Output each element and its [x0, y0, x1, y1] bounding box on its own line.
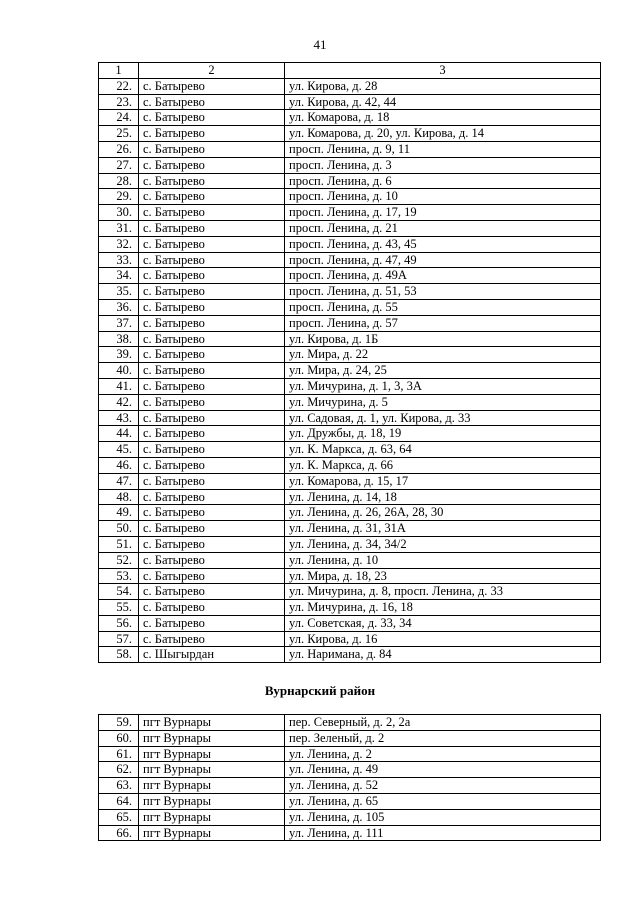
row-number: 33. [99, 252, 139, 268]
table-row [99, 141, 601, 157]
table-row [99, 110, 601, 126]
row-address: просп. Ленина, д. 57 [285, 315, 601, 331]
row-address: ул. Ленина, д. 111 [285, 825, 601, 841]
address-table [98, 62, 601, 663]
table-row [99, 363, 601, 379]
row-address: просп. Ленина, д. 9, 11 [285, 141, 601, 157]
row-number: 25. [99, 126, 139, 142]
row-settlement: с. Батырево [139, 600, 285, 616]
table-row [99, 552, 601, 568]
row-address: ул. Ленина, д. 2 [285, 746, 601, 762]
row-number: 55. [99, 600, 139, 616]
row-address: ул. Мичурина, д. 5 [285, 394, 601, 410]
row-settlement: с. Батырево [139, 268, 285, 284]
row-number: 59. [99, 715, 139, 731]
table-row [99, 825, 601, 841]
row-settlement: с. Батырево [139, 126, 285, 142]
row-address: просп. Ленина, д. 10 [285, 189, 601, 205]
row-settlement: с. Батырево [139, 189, 285, 205]
row-number: 30. [99, 205, 139, 221]
row-address: ул. Ленина, д. 52 [285, 778, 601, 794]
table-row [99, 157, 601, 173]
row-number: 24. [99, 110, 139, 126]
row-address: ул. Мира, д. 22 [285, 347, 601, 363]
table-row [99, 331, 601, 347]
row-number: 66. [99, 825, 139, 841]
table-row [99, 631, 601, 647]
table-row [99, 410, 601, 426]
row-number: 28. [99, 173, 139, 189]
row-number: 62. [99, 762, 139, 778]
row-address: ул. Комарова, д. 20, ул. Кирова, д. 14 [285, 126, 601, 142]
row-address: ул. Наримана, д. 84 [285, 647, 601, 663]
address-table-body [99, 63, 601, 663]
table-row [99, 78, 601, 94]
row-settlement: с. Батырево [139, 284, 285, 300]
row-number: 46. [99, 457, 139, 473]
row-settlement: с. Шыгырдан [139, 647, 285, 663]
row-address: ул. Ленина, д. 31, 31А [285, 521, 601, 537]
row-settlement: пгт Вурнары [139, 730, 285, 746]
address-table-vurnary [98, 714, 601, 841]
row-settlement: с. Батырево [139, 473, 285, 489]
row-address: просп. Ленина, д. 55 [285, 299, 601, 315]
row-number: 63. [99, 778, 139, 794]
table-row [99, 730, 601, 746]
row-number: 52. [99, 552, 139, 568]
header-cell-address: 3 [285, 63, 601, 79]
row-settlement: с. Батырево [139, 141, 285, 157]
row-address: ул. Советская, д. 33, 34 [285, 615, 601, 631]
row-settlement: пгт Вурнары [139, 762, 285, 778]
row-settlement: с. Батырево [139, 331, 285, 347]
row-number: 48. [99, 489, 139, 505]
row-number: 38. [99, 331, 139, 347]
table-row [99, 442, 601, 458]
row-address: ул. Садовая, д. 1, ул. Кирова, д. 33 [285, 410, 601, 426]
table-row [99, 457, 601, 473]
row-number: 29. [99, 189, 139, 205]
row-settlement: с. Батырево [139, 78, 285, 94]
table-row [99, 299, 601, 315]
row-number: 26. [99, 141, 139, 157]
row-number: 22. [99, 78, 139, 94]
row-settlement: с. Батырево [139, 457, 285, 473]
section-heading: Вурнарский район [264, 683, 376, 698]
row-settlement: с. Батырево [139, 205, 285, 221]
row-settlement: пгт Вурнары [139, 793, 285, 809]
row-settlement: с. Батырево [139, 157, 285, 173]
row-address: ул. К. Маркса, д. 63, 64 [285, 442, 601, 458]
row-number: 35. [99, 284, 139, 300]
page-number: 41 [313, 37, 327, 52]
row-number: 34. [99, 268, 139, 284]
row-number: 57. [99, 631, 139, 647]
row-settlement: с. Батырево [139, 631, 285, 647]
row-address: ул. Ленина, д. 10 [285, 552, 601, 568]
row-address: ул. Ленина, д. 14, 18 [285, 489, 601, 505]
row-settlement: с. Батырево [139, 489, 285, 505]
row-number: 47. [99, 473, 139, 489]
row-settlement: с. Батырево [139, 568, 285, 584]
row-settlement: пгт Вурнары [139, 746, 285, 762]
row-settlement: с. Батырево [139, 347, 285, 363]
row-number: 43. [99, 410, 139, 426]
table-row [99, 473, 601, 489]
table-row [99, 746, 601, 762]
row-address: просп. Ленина, д. 47, 49 [285, 252, 601, 268]
row-address: ул. Кирова, д. 42, 44 [285, 94, 601, 110]
row-settlement: с. Батырево [139, 363, 285, 379]
table-row [99, 521, 601, 537]
row-number: 37. [99, 315, 139, 331]
row-number: 58. [99, 647, 139, 663]
row-address: просп. Ленина, д. 17, 19 [285, 205, 601, 221]
row-address: просп. Ленина, д. 6 [285, 173, 601, 189]
row-settlement: с. Батырево [139, 521, 285, 537]
row-settlement: с. Батырево [139, 94, 285, 110]
table-row [99, 236, 601, 252]
row-address: просп. Ленина, д. 49А [285, 268, 601, 284]
table-row [99, 378, 601, 394]
row-address: ул. Мичурина, д. 16, 18 [285, 600, 601, 616]
row-address: ул. Ленина, д. 34, 34/2 [285, 536, 601, 552]
row-number: 56. [99, 615, 139, 631]
table-row [99, 647, 601, 663]
row-settlement: с. Батырево [139, 173, 285, 189]
row-address: пер. Зеленый, д. 2 [285, 730, 601, 746]
row-number: 64. [99, 793, 139, 809]
table-row [99, 584, 601, 600]
row-address: ул. Ленина, д. 49 [285, 762, 601, 778]
table-row [99, 394, 601, 410]
row-number: 53. [99, 568, 139, 584]
row-address: ул. Кирова, д. 28 [285, 78, 601, 94]
row-settlement: с. Батырево [139, 299, 285, 315]
table-row [99, 762, 601, 778]
table-row [99, 315, 601, 331]
row-settlement: с. Батырево [139, 220, 285, 236]
row-settlement: с. Батырево [139, 536, 285, 552]
table-row [99, 615, 601, 631]
row-number: 65. [99, 809, 139, 825]
row-number: 41. [99, 378, 139, 394]
table-row [99, 793, 601, 809]
row-settlement: с. Батырево [139, 236, 285, 252]
row-number: 39. [99, 347, 139, 363]
row-address: ул. Мичурина, д. 1, 3, 3А [285, 378, 601, 394]
row-settlement: с. Батырево [139, 410, 285, 426]
row-number: 44. [99, 426, 139, 442]
table-row [99, 94, 601, 110]
row-number: 23. [99, 94, 139, 110]
table-row [99, 284, 601, 300]
row-number: 42. [99, 394, 139, 410]
table-row [99, 268, 601, 284]
row-address: ул. Ленина, д. 105 [285, 809, 601, 825]
row-address: ул. Дружбы, д. 18, 19 [285, 426, 601, 442]
row-settlement: с. Батырево [139, 615, 285, 631]
table-header-row [99, 63, 601, 79]
row-settlement: с. Батырево [139, 394, 285, 410]
table-row [99, 778, 601, 794]
row-number: 45. [99, 442, 139, 458]
row-number: 51. [99, 536, 139, 552]
row-settlement: пгт Вурнары [139, 778, 285, 794]
row-number: 60. [99, 730, 139, 746]
row-number: 61. [99, 746, 139, 762]
row-number: 27. [99, 157, 139, 173]
row-settlement: с. Батырево [139, 505, 285, 521]
row-address: ул. Комарова, д. 18 [285, 110, 601, 126]
table-row [99, 715, 601, 731]
row-address: ул. Мира, д. 24, 25 [285, 363, 601, 379]
header-cell-settlement: 2 [139, 63, 285, 79]
row-number: 40. [99, 363, 139, 379]
table-row [99, 505, 601, 521]
row-settlement: с. Батырево [139, 378, 285, 394]
table-row [99, 568, 601, 584]
row-number: 49. [99, 505, 139, 521]
table-row [99, 252, 601, 268]
row-settlement: с. Батырево [139, 584, 285, 600]
row-address: ул. Кирова, д. 16 [285, 631, 601, 647]
row-number: 31. [99, 220, 139, 236]
table-row [99, 205, 601, 221]
table-row [99, 189, 601, 205]
header-cell-number: 1 [99, 63, 139, 79]
row-address: ул. Мира, д. 18, 23 [285, 568, 601, 584]
table-row [99, 600, 601, 616]
row-address: ул. Ленина, д. 65 [285, 793, 601, 809]
row-address: ул. Мичурина, д. 8, просп. Ленина, д. 33 [285, 584, 601, 600]
table-row [99, 489, 601, 505]
row-address: просп. Ленина, д. 3 [285, 157, 601, 173]
row-address: ул. Кирова, д. 1Б [285, 331, 601, 347]
row-address: просп. Ленина, д. 51, 53 [285, 284, 601, 300]
address-table-vurnary-body [99, 715, 601, 841]
row-number: 54. [99, 584, 139, 600]
table-row [99, 809, 601, 825]
row-number: 32. [99, 236, 139, 252]
row-address: ул. Комарова, д. 15, 17 [285, 473, 601, 489]
row-number: 50. [99, 521, 139, 537]
row-address: просп. Ленина, д. 43, 45 [285, 236, 601, 252]
row-settlement: пгт Вурнары [139, 825, 285, 841]
table-row [99, 347, 601, 363]
row-settlement: с. Батырево [139, 426, 285, 442]
table-row [99, 126, 601, 142]
row-settlement: с. Батырево [139, 552, 285, 568]
row-address: ул. К. Маркса, д. 66 [285, 457, 601, 473]
row-settlement: с. Батырево [139, 315, 285, 331]
row-number: 36. [99, 299, 139, 315]
row-address: просп. Ленина, д. 21 [285, 220, 601, 236]
table-row [99, 173, 601, 189]
table-row [99, 426, 601, 442]
table-row [99, 536, 601, 552]
row-settlement: пгт Вурнары [139, 715, 285, 731]
row-settlement: с. Батырево [139, 252, 285, 268]
row-address: пер. Северный, д. 2, 2а [285, 715, 601, 731]
table-row [99, 220, 601, 236]
row-address: ул. Ленина, д. 26, 26А, 28, 30 [285, 505, 601, 521]
row-settlement: с. Батырево [139, 110, 285, 126]
row-settlement: с. Батырево [139, 442, 285, 458]
row-settlement: пгт Вурнары [139, 809, 285, 825]
